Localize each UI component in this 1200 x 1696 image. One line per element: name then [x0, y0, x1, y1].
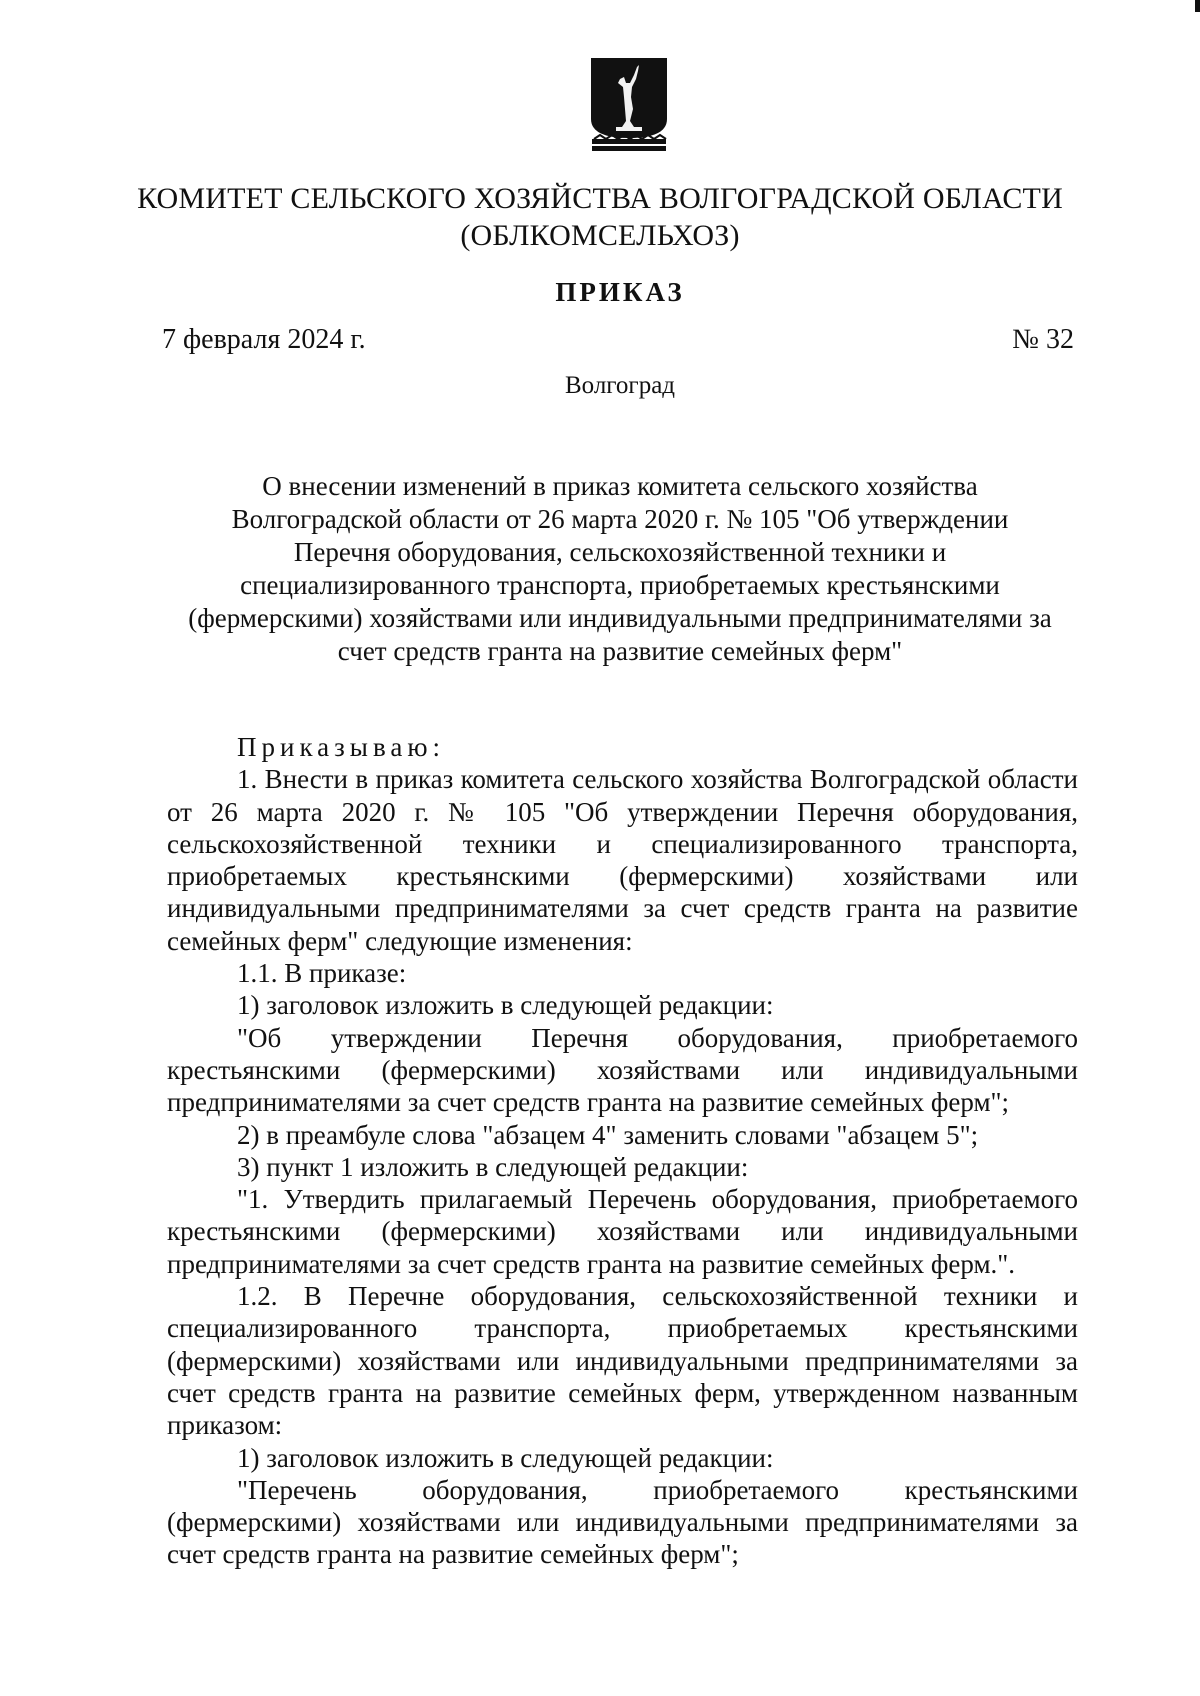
committee-abbreviation: (ОБЛКОМСЕЛЬХОЗ)	[460, 219, 740, 252]
document-date: 7 февраля 2024 г.	[162, 324, 366, 355]
committee-name: КОМИТЕТ СЕЛЬСКОГО ХОЗЯЙСТВА ВОЛГОГРАДСКОЙ ОБЛАСТИ	[137, 182, 1063, 215]
body-paragraph: 1. Внести в приказ комитета сельского хозяйства Волгоградской области от 26 марта 2020 г. № 105 "Об утверждении Перечня оборудования, сельскохозяйственной техники и специализированного транспорта, приобретаемых крестьянскими (фермерскими) хозяйствами или индивидуальными предпринимателями за счет средств гранта на развитие семейных ферм" следующие изменения:	[167, 764, 1078, 956]
order-word: Приказываю:	[237, 732, 445, 762]
document-number: № 32	[1012, 324, 1074, 355]
scan-edge-mark	[1195, 0, 1200, 12]
body-paragraph: "1. Утвердить прилагаемый Перечень оборудования, приобретаемого крестьянскими (фермерскими) хозяйствами или индивидуальными предпринимателями за счет средств гранта на развитие семейных ферм.".	[167, 1184, 1078, 1279]
coat-of-arms-icon	[590, 57, 668, 153]
body-paragraph: "Об утверждении Перечня оборудования, приобретаемого крестьянскими (фермерскими) хозяйствами или индивидуальными предпринимателями за счет средств гранта на развитие семейных ферм";	[167, 1022, 1078, 1118]
body-paragraph: "Перечень оборудования, приобретаемого крестьянскими (фермерскими) хозяйствами или индивидуальными предпринимателями за счет средств гранта на развитие семейных ферм";	[167, 1474, 1078, 1570]
subject-line: Перечня оборудования, сельскохозяйственной техники и	[293, 537, 947, 567]
body-paragraph: 1.2. В Перечне оборудования, сельскохозяйственной техники и специализированного транспорта, приобретаемых крестьянскими (фермерскими) хозяйствами или индивидуальными предпринимателями за счет средств гранта на развитие семейных ферм, утвержденном названным приказом:	[167, 1281, 1078, 1441]
body-paragraph: 2) в преамбуле слова "абзацем 4" заменить словами "абзацем 5";	[237, 1119, 979, 1150]
body-paragraph: 1) заголовок изложить в следующей редакции:	[237, 1442, 774, 1473]
body-paragraph: 1.1. В приказе:	[237, 958, 407, 989]
document-body	[167, 731, 1078, 1571]
subject-line: счет средств гранта на развитие семейных ферм"	[337, 636, 903, 666]
subject-line: специализированного транспорта, приобретаемых крестьянскими	[240, 570, 1000, 600]
body-paragraph: 1) заголовок изложить в следующей редакции:	[237, 990, 774, 1021]
subject-line: О внесении изменений в приказ комитета сельского хозяйства	[262, 471, 978, 501]
document-kind: ПРИКАЗ	[555, 277, 685, 307]
subject-line: (фермерскими) хозяйствами или индивидуальными предпринимателями за	[188, 603, 1052, 633]
document-subject	[150, 470, 1090, 668]
body-paragraph: 3) пункт 1 изложить в следующей редакции:	[237, 1151, 749, 1182]
document-city: Волгоград	[564, 372, 676, 399]
subject-line: Волгоградской области от 26 марта 2020 г. № 105 "Об утверждении	[231, 504, 1009, 534]
